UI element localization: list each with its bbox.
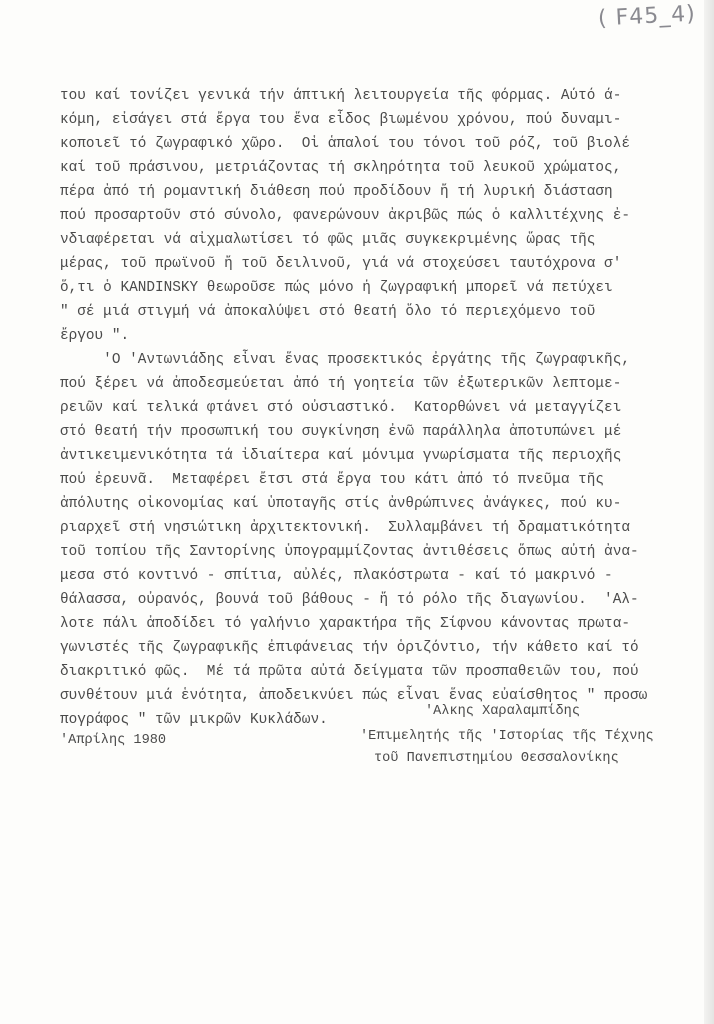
text-line: νδιαφέρεται νά αἰχμαλωτίσει τό φῶς μιᾶς συγκεκριμένης ὥρας τῆς (60, 232, 596, 248)
text-line: διακριτικό φῶς. Μέ τά πρῶτα αὐτά δείγματα τῶν προσπαθειῶν του, πού (60, 664, 639, 680)
text-line: ἔργου ". (60, 328, 130, 344)
text-line: ριαρχεῖ στή νησιώτικη ἀρχιτεκτονική. Συλλαμβάνει τή δραματικότητα (60, 520, 630, 536)
text-line: ἀπόλυτης οἰκονομίας καί ὑποταγῆς στίς ἀνθρώπινες ἀνάγκες, πού κυ- (60, 496, 622, 512)
signature-name: 'Αλκης Χαραλαμπίδης (425, 704, 580, 719)
text-line: πέρα ἀπό τή ρομαντική διάθεση πού προδίδουν ἤ τή λυρική διάσταση (60, 184, 613, 200)
text-line: " σέ μιά στιγμή νά ἀποκαλύψει στό θεατή ὅλο τό περιεχόμενο τοῦ (60, 304, 596, 320)
text-line: 'Ο 'Αντωνιάδης εἶναι ἕνας προσεκτικός ἐργάτης τῆς ζωγραφικῆς, (60, 352, 630, 368)
text-line: γωνιστές τῆς ζωγραφικῆς ἐπιφάνειας τήν ὁριζόντιο, τήν κάθετο καί τό (60, 640, 639, 656)
handwritten-archive-note: ( F45_4) (597, 1, 697, 32)
signature-institution: τοῦ Πανεπιστημίου Θεσσαλονίκης (374, 751, 619, 766)
text-line: θάλασσα, οὐρανός, βουνά τοῦ βάθους - ἤ τό ρόλο τῆς διαγωνίου. 'Αλ- (60, 592, 639, 608)
page-edge (704, 0, 714, 1024)
signature-title: 'Επιμελητής τῆς 'Ιστορίας τῆς Τέχνης (360, 729, 654, 744)
text-line: καί τοῦ πράσινου, μετριάζοντας τή σκληρότητα τοῦ λευκοῦ χρώματος, (60, 160, 622, 176)
text-line: στό θεατή τήν προσωπική του συγκίνηση ἐνῶ παράλληλα ἀποτυπώνει μέ (60, 424, 622, 440)
text-line: κοποιεῖ τό ζωγραφικό χῶρο. Οἱ ἁπαλοί του τόνοι τοῦ ρόζ, τοῦ βιολέ (60, 136, 630, 152)
text-line: συνθέτουν μιά ἑνότητα, ἀποδεικνύει πώς εἶναι ἕνας εὐαίσθητος " προσω (60, 688, 648, 704)
text-line: μεσα στό κοντινό - σπίτια, αὐλές, πλακόστρωτα - καί τό μακρινό - (60, 568, 613, 584)
body-text (60, 84, 670, 732)
text-line: ρειῶν καί τελικά φτάνει στό οὐσιαστικό. Κατορθώνει νά μεταγγίζει (60, 400, 622, 416)
text-line: ἀντικειμενικότητα τά ἰδιαίτερα καί μόνιμα γνωρίσματα τῆς περιοχῆς (60, 448, 622, 464)
text-line: μέρας, τοῦ πρωϊνοῦ ἤ τοῦ δειλινοῦ, γιά νά στοχεύσει ταυτόχρονα σ' (60, 256, 622, 272)
text-line: κόμη, εἰσάγει στά ἔργα του ἕνα εἶδος βιωμένου χρόνου, πού δυναμι- (60, 112, 622, 128)
document-date: 'Απρίλης 1980 (60, 733, 167, 748)
text-line: λοτε πάλι ἀποδίδει τό γαλήνιο χαρακτήρα τῆς Σίφνου κάνοντας πρωτα- (60, 616, 630, 632)
text-line: του καί τονίζει γενικά τήν άπτική λειτουργεία τῆς φόρμας. Αύτό ά- (60, 88, 622, 104)
text-line: πού ξέρει νά ἀποδεσμεύεται ἀπό τή γοητεία τῶν ἐξωτερικῶν λεπτομε- (60, 376, 622, 392)
text-line: τοῦ τοπίου τῆς Σαντορίνης ὑπογραμμίζοντας ἀντιθέσεις ὅπως αὐτή ἀνα- (60, 544, 639, 560)
text-line: πογράφος " τῶν μικρῶν Κυκλάδων. (60, 712, 328, 728)
text-line: πού ἐρευνᾶ. Μεταφέρει ἔτσι στά ἔργα του κάτι ἀπό τό πνεῦμα τῆς (60, 472, 605, 488)
text-line: πού προσαρτοῦν στό σύνολο, φανερώνουν ἀκριβῶς πώς ὁ καλλιτέχνης ἐ- (60, 208, 630, 224)
text-line: ὅ,τι ὁ KANDINSKY θεωροῦσε πώς μόνο ἡ ζωγραφική μπορεῖ νά πετύχει (60, 280, 613, 296)
